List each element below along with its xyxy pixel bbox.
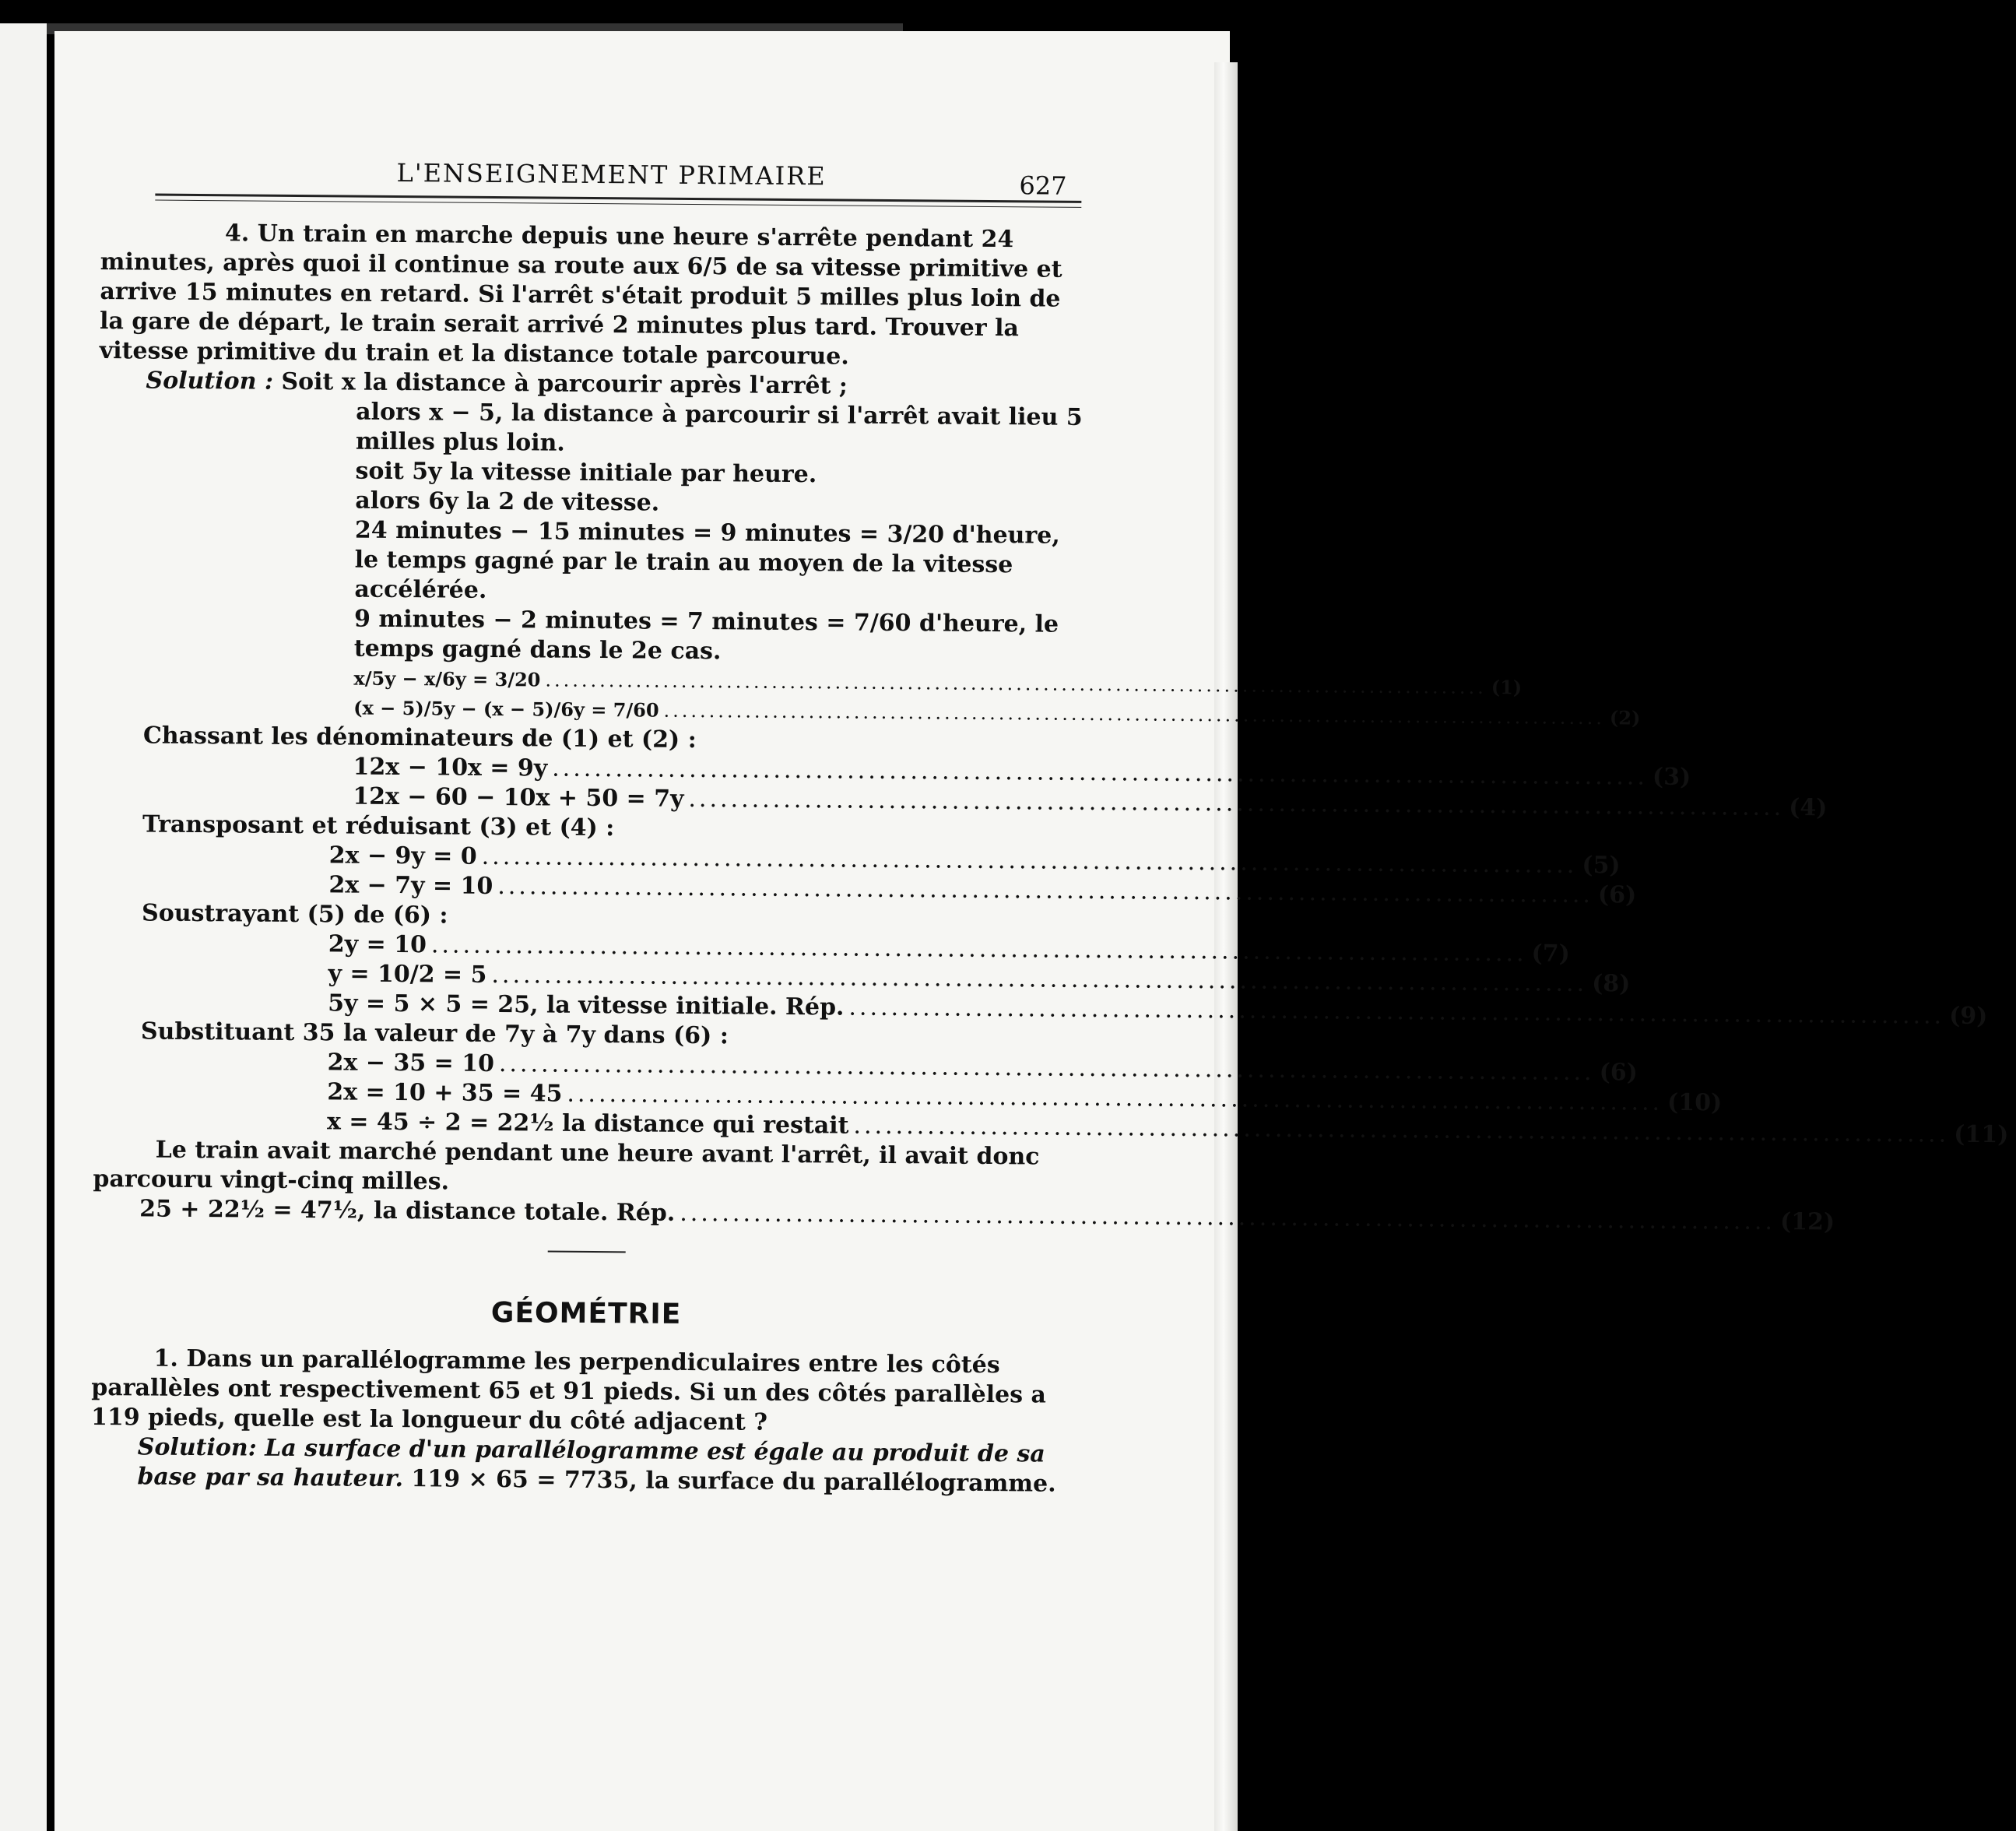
step-text: Substituant 35 la valeur de 7y à 7y dans (6) : (140, 1017, 729, 1050)
equation: 25 + 22½ = 47½, la distance totale. Rép. (139, 1195, 676, 1227)
running-title: L'ENSEIGNEMENT PRIMAIRE (396, 157, 827, 192)
equation: 5y = 5 × 5 = 25, la vitesse initiale. Rép. (328, 989, 845, 1021)
page-number: 627 (1019, 170, 1067, 201)
equation-number: (7) (1531, 940, 1571, 968)
equation-number: (11) (1954, 1120, 2009, 1149)
dot-leader: ........................................................................................................ (853, 1112, 1950, 1148)
step-text: Soustrayant (5) de (6) : (141, 899, 448, 930)
dot-leader: ........................................................................................................ (498, 1050, 1595, 1087)
equation-number: (12) (1779, 1207, 1835, 1236)
equation-number: (9) (1949, 1002, 1988, 1031)
solution-line: alors 6y la 2 de vitesse. (355, 487, 660, 517)
equation-number: (1) (1491, 676, 1523, 699)
dot-leader: ........................................................................................................ (491, 961, 1588, 998)
equation-number: (6) (1599, 1059, 1638, 1087)
equation: 2x − 35 = 10 (327, 1049, 495, 1078)
page-content (90, 132, 2009, 1498)
equation: 2y = 10 (328, 930, 427, 959)
step-text: Transposant et réduisant (3) et (4) : (142, 810, 615, 842)
dot-leader: ........................................................................................................ (552, 754, 1649, 791)
body-text (90, 218, 2009, 1499)
equation-number: (10) (1667, 1088, 1723, 1117)
solution-label: Solution : (146, 367, 274, 395)
solution-italic-text: La surface d'un parallélogramme est égale au produit de sa base par sa hauteur. (137, 1434, 1045, 1493)
conclusion-text: Le train avait marché pendant une heure avant l'arrêt, il avait donc parcouru vingt-cinq milles. (93, 1136, 1040, 1196)
equation-number: (4) (1789, 794, 1828, 822)
equation: 2x − 7y = 10 (328, 871, 493, 900)
step-text: Chassant les dénominateurs de (1) et (2) : (142, 722, 697, 754)
solution-line: 24 minutes − 15 minutes = 9 minutes = 3/20 d'heure, le temps gagné par le train au moyen de la vitesse accélérée. (354, 516, 1060, 604)
dot-leader: ........................................................................................................ (848, 993, 1945, 1030)
solution-line (90, 1432, 1080, 1499)
dot-leader: ........................................................................................................ (688, 785, 1785, 822)
dot-leader: ........................................................................................................ (680, 1199, 1776, 1235)
dot-leader: ........................................................................................................ (497, 873, 1594, 909)
equation-number: (6) (1597, 881, 1637, 909)
solution-line: 9 minutes − 2 minutes = 7 minutes = 7/60 d'heure, le temps gagné dans le 2e cas. (353, 605, 1059, 666)
equation-number: (3) (1652, 763, 1691, 792)
solution-text: Soit x la distance à parcourir après l'arrêt ; (281, 367, 848, 400)
previous-page-edge (0, 23, 47, 1831)
equation-number: (2) (1609, 706, 1641, 729)
solution-line: alors x − 5, la distance à parcourir si l'arrêt avait lieu 5 milles plus loin. (355, 398, 1083, 457)
dot-leader: ........................................................................................................ (663, 699, 1606, 729)
solution-line: soit 5y la vitesse initiale par heure. (355, 457, 817, 489)
dot-leader: ........................................................................................................ (430, 931, 1527, 968)
section-heading: GÉOMÉTRIE (490, 1296, 682, 1330)
dot-leader: ........................................................................................................ (481, 842, 1578, 879)
solution-text: 119 × 65 = 7735, la surface du parallélogramme. (411, 1465, 1056, 1498)
equation: x = 45 ÷ 2 = 22½ la distance qui restait (326, 1108, 849, 1140)
equation: 2x = 10 + 35 = 45 (327, 1078, 563, 1108)
equation: y = 10/2 = 5 (328, 960, 487, 989)
equation: 2x − 9y = 0 (328, 842, 477, 870)
section-separator (548, 1251, 626, 1253)
equation: (x − 5)/5y − (x − 5)/6y = 7/60 (353, 696, 659, 722)
running-head (100, 132, 1090, 201)
equation-number: (8) (1592, 970, 1631, 998)
equation-number: (5) (1582, 851, 1621, 880)
dot-leader: ........................................................................................................ (545, 669, 1487, 699)
header-rule (155, 194, 1081, 203)
problem-statement: 4. Un train en marche depuis une heure s'arrête pendant 24 minutes, après quoi il continue sa route aux 6/5 de sa vitesse primitive et arrive 15 minutes en retard. Si l'arrêt s'était produit 5 milles plus loin de la gare de départ, le train serait arrivé 2 minutes plus tard. Trouver la vitesse primitive du train et la distance totale parcourue. (99, 220, 1062, 371)
dot-leader: ........................................................................................................ (567, 1080, 1663, 1116)
equation: 12x − 10x = 9y (353, 753, 548, 782)
problem-statement: 1. Dans un parallélogramme les perpendiculaires entre les côtés parallèles ont respectivement 65 et 91 pieds. Si un des côtés parallèles a 119 pieds, quelle est la longueur du côté adjacent ? (90, 1344, 1047, 1436)
equation: x/5y − x/6y = 3/20 (353, 666, 541, 691)
equation: 12x − 60 − 10x + 50 = 7y (353, 782, 684, 813)
solution-label: Solution: (137, 1433, 257, 1462)
